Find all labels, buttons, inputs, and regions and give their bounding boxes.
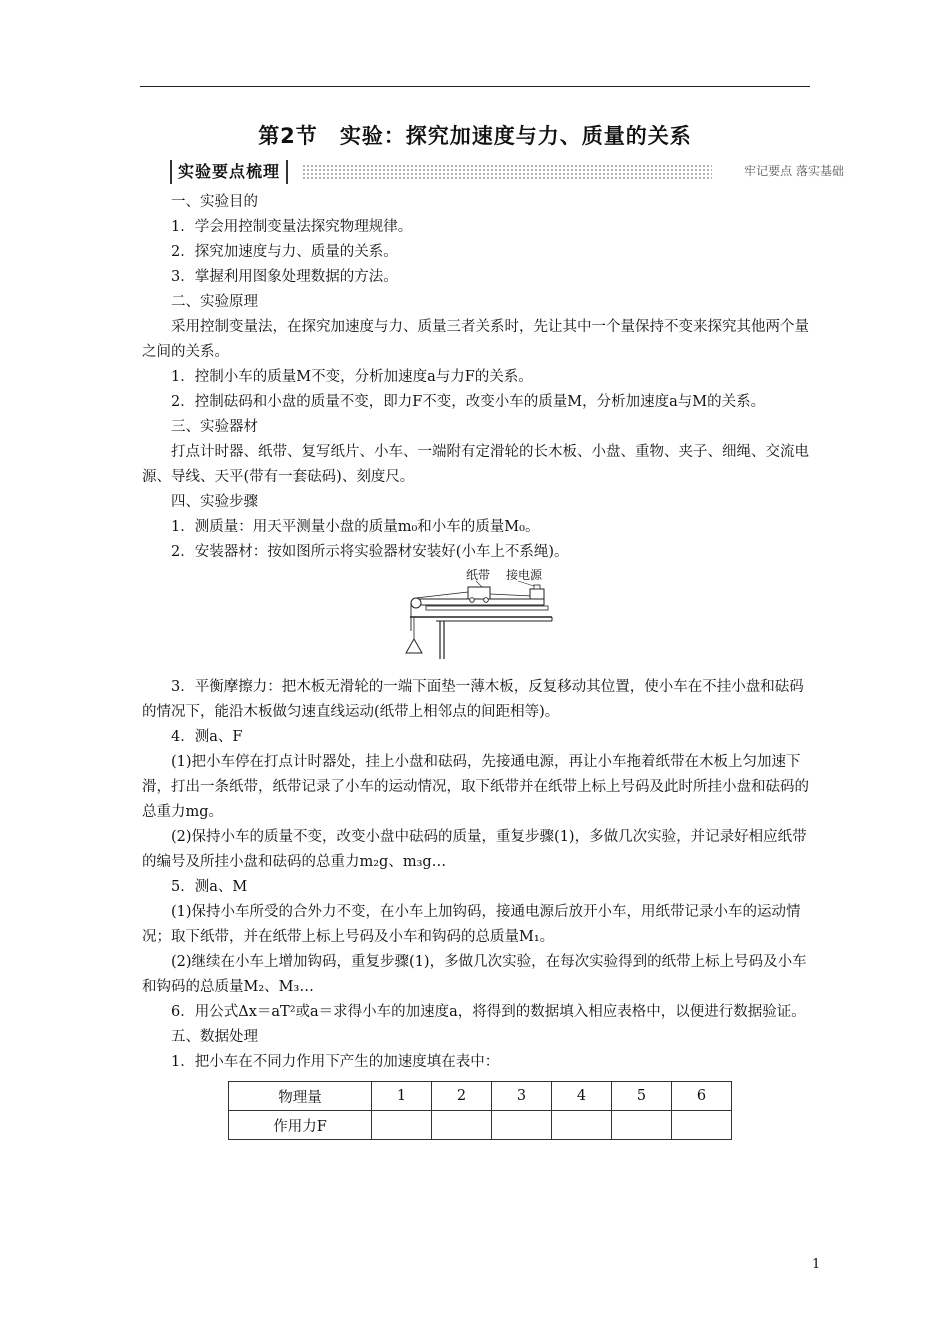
apparatus-figure <box>142 565 810 675</box>
table-cell <box>492 1111 552 1140</box>
table-row-label: 作用力F <box>229 1111 372 1140</box>
table-header-cell: 3 <box>492 1082 552 1111</box>
figure-label-tape: 纸带 <box>466 568 491 582</box>
apparatus-diagram <box>400 573 560 661</box>
paragraph: (1)把小车停在打点计时器处，挂上小盘和砝码，先接通电源，再让小车拖着纸带在木板上匀加速下滑，打出一条纸带，纸带记录了小车的运动情况，取下纸带并在纸带上标上号码及此时所挂小盘和砝码的总重力mg。 <box>142 754 809 820</box>
paragraph: 5．测a、M <box>171 879 248 895</box>
paragraph: 打点计时器、纸带、复写纸片、小车、一端附有定滑轮的长木板、小盘、重物、夹子、细绳、交流电源、导线、天平(带有一套砝码)、刻度尺。 <box>142 444 809 485</box>
header-rule <box>140 86 810 87</box>
paragraph: 3．平衡摩擦力：把木板无滑轮的一端下面垫一薄木板，反复移动其位置，使小车在不挂小盘和砝码的情况下，能沿木板做匀速直线运动(纸带上相邻点的间距相等)。 <box>142 679 804 720</box>
paragraph: 6．用公式Δx＝aT²或a＝求得小车的加速度a，将得到的数据填入相应表格中，以便进行数据验证。 <box>171 1004 806 1020</box>
paragraph: 1．把小车在不同力作用下产生的加速度填在表中： <box>171 1054 500 1070</box>
figure-label-power: 接电源 <box>506 568 543 582</box>
paragraph: (1)保持小车所受的合外力不变，在小车上加钩码，接通电源后放开小车，用纸带记录小车的运动情况；取下纸带，并在纸带上标上号码及小车和钩码的总质量M₁。 <box>142 904 801 945</box>
table-header-cell: 物理量 <box>229 1082 372 1111</box>
document-body <box>142 190 810 1140</box>
table-header-cell: 5 <box>612 1082 672 1111</box>
paragraph: 1．学会用控制变量法探究物理规律。 <box>171 219 413 235</box>
paragraph: 1．测质量：用天平测量小盘的质量m₀和小车的质量M₀。 <box>171 519 540 535</box>
table-cell <box>552 1111 612 1140</box>
table-cell <box>612 1111 672 1140</box>
table-header-cell: 4 <box>552 1082 612 1111</box>
heading-steps: 四、实验步骤 <box>171 494 258 510</box>
paragraph: 4．测a、F <box>171 729 243 745</box>
heading-equipment: 三、实验器材 <box>171 419 258 435</box>
paragraph: (2)保持小车的质量不变，改变小盘中砝码的质量，重复步骤(1)，多做几次实验，并记录好相应纸带的编号及所挂小盘和砝码的总重力m₂g、m₃g… <box>142 829 807 870</box>
paragraph: 2．探究加速度与力、质量的关系。 <box>171 244 398 260</box>
paragraph: 3．掌握利用图象处理数据的方法。 <box>171 269 398 285</box>
paragraph: 1．控制小车的质量M不变，分析加速度a与力F的关系。 <box>171 369 533 385</box>
title-text: 实验：探究加速度与力、质量的关系 <box>339 124 692 148</box>
table-row <box>229 1111 732 1140</box>
section-number: 第2节 <box>258 124 318 148</box>
page-title <box>0 120 950 150</box>
heading-purpose: 一、实验目的 <box>171 194 258 210</box>
table-cell <box>432 1111 492 1140</box>
paragraph: 采用控制变量法，在探究加速度与力、质量三者关系时，先让其中一个量保持不变来探究其他两个量之间的关系。 <box>142 319 809 360</box>
table-header-cell: 6 <box>672 1082 732 1111</box>
table-header-cell: 2 <box>432 1082 492 1111</box>
table-cell <box>372 1111 432 1140</box>
paragraph: 2．安装器材：按如图所示将实验器材安装好(小车上不系绳)。 <box>171 544 569 560</box>
table-header-cell: 1 <box>372 1082 432 1111</box>
paragraph: (2)继续在小车上增加钩码，重复步骤(1)，多做几次实验，在每次实验得到的纸带上标上号码及小车和钩码的总质量M₂、M₃… <box>142 954 807 995</box>
banner-note: 牢记要点 落实基础 <box>744 164 844 178</box>
heading-principle: 二、实验原理 <box>171 294 258 310</box>
data-table <box>228 1081 732 1140</box>
table-cell <box>672 1111 732 1140</box>
heading-data-processing: 五、数据处理 <box>171 1029 258 1045</box>
table-row <box>229 1082 732 1111</box>
section-banner <box>168 160 844 184</box>
paragraph: 2．控制砝码和小盘的质量不变，即力F不变，改变小车的质量M，分析加速度a与M的关系。 <box>171 394 766 410</box>
banner-label: 实验要点梳理 <box>170 160 288 184</box>
page-number: 1 <box>812 1257 821 1272</box>
banner-dotted-fill <box>302 164 712 180</box>
